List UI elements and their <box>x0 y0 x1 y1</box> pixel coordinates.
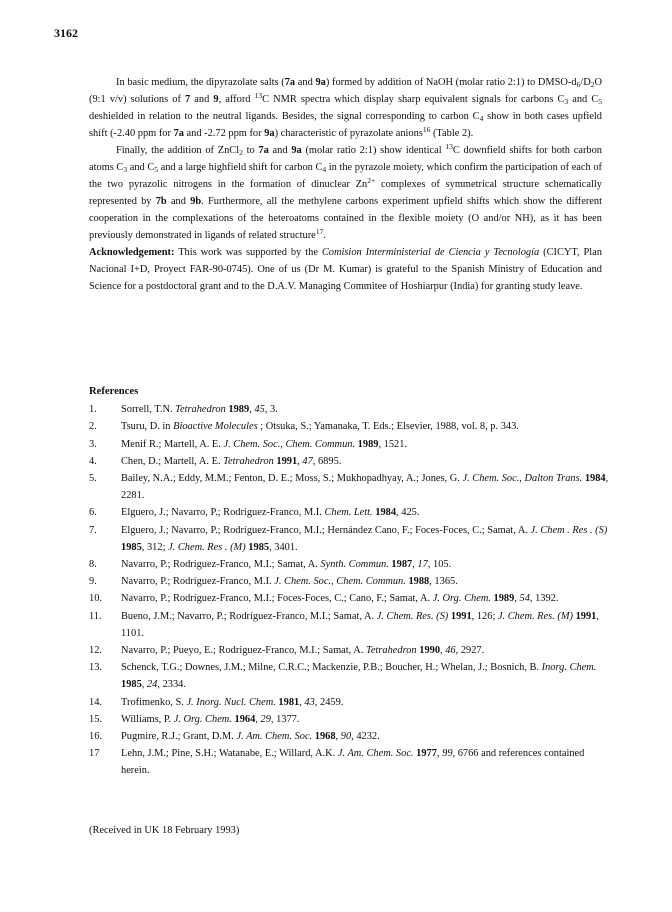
body-text <box>89 74 602 295</box>
reference-number: 11. <box>89 610 102 622</box>
reference-number: 17 <box>89 748 100 760</box>
reference-number: 2. <box>89 421 97 433</box>
reference-number: 12. <box>89 645 102 657</box>
reference-item: 1. Sorrell, T.N. Tetrahedron 1989, 45, 3. <box>89 401 609 418</box>
reference-item: 10. Navarro, P.; Rodríguez-Franco, M.I.; Foces-Foces, C.; Cano, F.; Samat, A. J. Org. Chem. 1989, 54, 1392. <box>89 590 609 607</box>
reference-item: 3. Menif R.; Martell, A. E. J. Chem. Soc., Chem. Commun. 1989, 1521. <box>89 436 609 453</box>
paragraph-zncl2-addition: Finally, the addition of ZnCl$_2$ to 7a and 9a (molar ratio 2:1) show identical $^{13}$C downfield shifts for both carbon atoms $C_3$ and $C_5$ and a large highfield shift for carbon $C_4$ in the pyrazole moiety, which confirm the participation of each of the two pyrazolic nitrogens in the formation of dinuclear $Zn^{2+}$ complexes of symmetrical structure schematically represented by 7b and 9b. Furthermore, all the methylene carbons experiment upfield shifts which show the different cooperation in the complexations of the heteroatoms contained in the flexible moiety (O and/or NH), as it has been previously demonstrated in ligands of related structure$^{17}$. <box>89 142 602 241</box>
reference-number: 13. <box>89 662 102 674</box>
reference-number: 8. <box>89 559 97 571</box>
reference-number: 4. <box>89 455 97 467</box>
acknowledgement: Acknowledgement: This work was supported by the Comision Interministerial de Ciencia y Tecnología (CICYT, Plan Nacional I+D, Proyect FAR-90-0745). One of us (Dr M. Kumar) is grateful to the Spanish Ministry of Education and Science for a postdoctoral grant and to the D.A.V. Managing Commitee of Hoshiarpur (India) for granting study leave. <box>89 247 602 292</box>
reference-item: 2. Tsuru, D. in Bioactive Molecules ; Otsuka, S.; Yamanaka, T. Eds.; Elsevier, 1988, vol. 8, p. 343. <box>89 418 609 435</box>
reference-number: 7. <box>89 524 97 536</box>
page-number: 3162 <box>54 26 78 40</box>
reference-number: 16. <box>89 731 102 743</box>
reference-item: 7. Elguero, J.; Navarro, P.; Rodríguez-Franco, M.I.; Hernández Cano, F.; Foces-Foces, C.; Samat, A. J. Chem . Res . (S) 1985, 312; J. Chem. Res . (M) 1985, 3401. <box>89 522 609 556</box>
references-heading: References <box>89 386 139 397</box>
reference-item: 6. Elguero, J.; Navarro, P.; Rodríguez-Franco, M.I. Chem. Lett. 1984, 425. <box>89 504 609 521</box>
reference-number: 6. <box>89 507 97 519</box>
reference-item: 8. Navarro, P.; Rodríguez-Franco, M.I.; Samat, A. Synth. Commun. 1987, 17, 105. <box>89 556 609 573</box>
paragraph-basic-medium: In basic medium, the dipyrazolate salts (7a and 9a) formed by addition of NaOH (molar ratio 2:1) to DMSO-$d_6/D_2O$ (9:1 v/v) solutions of 7 and 9, afford $^{13}$C NMR spectra which display sharp equivalent signals for carbons $C_3$ and $C_5$ deshielded in relation to the neutral ligands. Besides, the signal corresponding to carbon $C_4$ show in both cases upfield shift (-2.40 ppm for 7a and -2.72 ppm for 9a) characteristic of pyrazolate anions$^{16}$ (Table 2). <box>89 77 603 139</box>
reference-item: 17 Lehn, J.M.; Pine, S.H.; Watanabe, E.; Willard, A.K. J. Am. Chem. Soc. 1977, 99, 6766 and references contained herein. <box>89 745 609 779</box>
reference-item: 15. Williams, P. J. Org. Chem. 1964, 29, 1377. <box>89 711 609 728</box>
reference-item: 4. Chen, D.; Martell, A. E. Tetrahedron 1991, 47, 6895. <box>89 453 609 470</box>
reference-item: 11. Bueno, J.M.; Navarro, P.; Rodríguez-Franco, M.I.; Samat, A. J. Chem. Res. (S) 1991, 126; J. Chem. Res. (M) 1991, 1101. <box>89 608 609 642</box>
received-date: (Received in UK 18 February 1993) <box>89 825 240 836</box>
reference-item: 9. Navarro, P.; Rodríguez-Franco, M.I. J. Chem. Soc., Chem. Commun. 1988, 1365. <box>89 573 609 590</box>
acknowledgement-label: Acknowledgement: <box>89 247 175 258</box>
references-section <box>89 383 609 780</box>
references-list <box>89 401 609 779</box>
reference-item: 5. Bailey, N.A.; Eddy, M.M.; Fenton, D. E.; Moss, S.; Mukhopadhyay, A.; Jones, G. J. Chem. Soc., Dalton Trans. 1984, 2281. <box>89 470 609 504</box>
reference-number: 15. <box>89 713 102 725</box>
reference-number: 9. <box>89 576 97 588</box>
reference-number: 3. <box>89 438 97 450</box>
reference-number: 1. <box>89 404 97 416</box>
reference-item: 14. Trofimenko, S. J. Inorg. Nucl. Chem. 1981, 43, 2459. <box>89 694 609 711</box>
reference-number: 5. <box>89 473 97 485</box>
reference-number: 10. <box>89 593 102 605</box>
reference-item: 16. Pugmire, R.J.; Grant, D.M. J. Am. Chem. Soc. 1968, 90, 4232. <box>89 728 609 745</box>
reference-number: 14. <box>89 696 102 708</box>
reference-item: 13. Schenck, T.G.; Downes, J.M.; Milne, C.R.C.; Mackenzie, P.B.; Boucher, H.; Whelan, J.; Bosnich, B. Inorg. Chem. 1985, 24, 2334. <box>89 659 609 693</box>
reference-item: 12. Navarro, P.; Pueyo, E.; Rodriguez-Franco, M.I.; Samat, A. Tetrahedron 1990, 46, 2927. <box>89 642 609 659</box>
